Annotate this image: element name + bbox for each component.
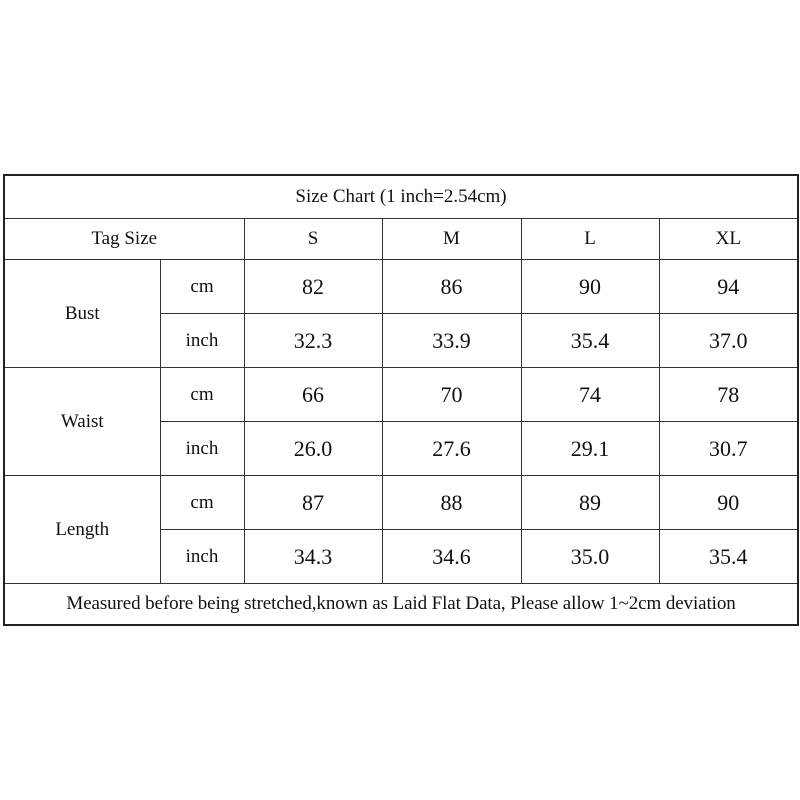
value-cell: 35.0 bbox=[521, 530, 659, 584]
table-row bbox=[4, 476, 798, 530]
size-header-m: M bbox=[382, 219, 521, 260]
value-cell: 34.6 bbox=[382, 530, 521, 584]
unit-label: cm bbox=[160, 368, 244, 422]
table-row bbox=[4, 260, 798, 314]
value-cell: 88 bbox=[382, 476, 521, 530]
value-cell: 86 bbox=[382, 260, 521, 314]
value-cell: 29.1 bbox=[521, 422, 659, 476]
value-cell: 87 bbox=[244, 476, 382, 530]
value-cell: 35.4 bbox=[659, 530, 798, 584]
size-header-xl: XL bbox=[659, 219, 798, 260]
value-cell: 74 bbox=[521, 368, 659, 422]
chart-title: Size Chart (1 inch=2.54cm) bbox=[4, 175, 798, 219]
unit-label: inch bbox=[160, 422, 244, 476]
size-chart-table bbox=[3, 174, 799, 626]
value-cell: 30.7 bbox=[659, 422, 798, 476]
measurement-note: Measured before being stretched,known as Laid Flat Data, Please allow 1~2cm deviation bbox=[4, 584, 798, 626]
value-cell: 89 bbox=[521, 476, 659, 530]
value-cell: 90 bbox=[659, 476, 798, 530]
size-chart bbox=[3, 174, 797, 623]
group-label-waist: Waist bbox=[4, 368, 160, 476]
value-cell: 70 bbox=[382, 368, 521, 422]
value-cell: 37.0 bbox=[659, 314, 798, 368]
unit-label: inch bbox=[160, 530, 244, 584]
unit-label: cm bbox=[160, 476, 244, 530]
value-cell: 34.3 bbox=[244, 530, 382, 584]
value-cell: 90 bbox=[521, 260, 659, 314]
value-cell: 35.4 bbox=[521, 314, 659, 368]
value-cell: 66 bbox=[244, 368, 382, 422]
tag-size-label: Tag Size bbox=[4, 219, 244, 260]
header-row bbox=[4, 219, 798, 260]
group-label-bust: Bust bbox=[4, 260, 160, 368]
value-cell: 82 bbox=[244, 260, 382, 314]
unit-label: inch bbox=[160, 314, 244, 368]
value-cell: 33.9 bbox=[382, 314, 521, 368]
group-label-length: Length bbox=[4, 476, 160, 584]
value-cell: 27.6 bbox=[382, 422, 521, 476]
size-header-s: S bbox=[244, 219, 382, 260]
value-cell: 94 bbox=[659, 260, 798, 314]
value-cell: 78 bbox=[659, 368, 798, 422]
size-header-l: L bbox=[521, 219, 659, 260]
unit-label: cm bbox=[160, 260, 244, 314]
value-cell: 26.0 bbox=[244, 422, 382, 476]
value-cell: 32.3 bbox=[244, 314, 382, 368]
table-row bbox=[4, 368, 798, 422]
